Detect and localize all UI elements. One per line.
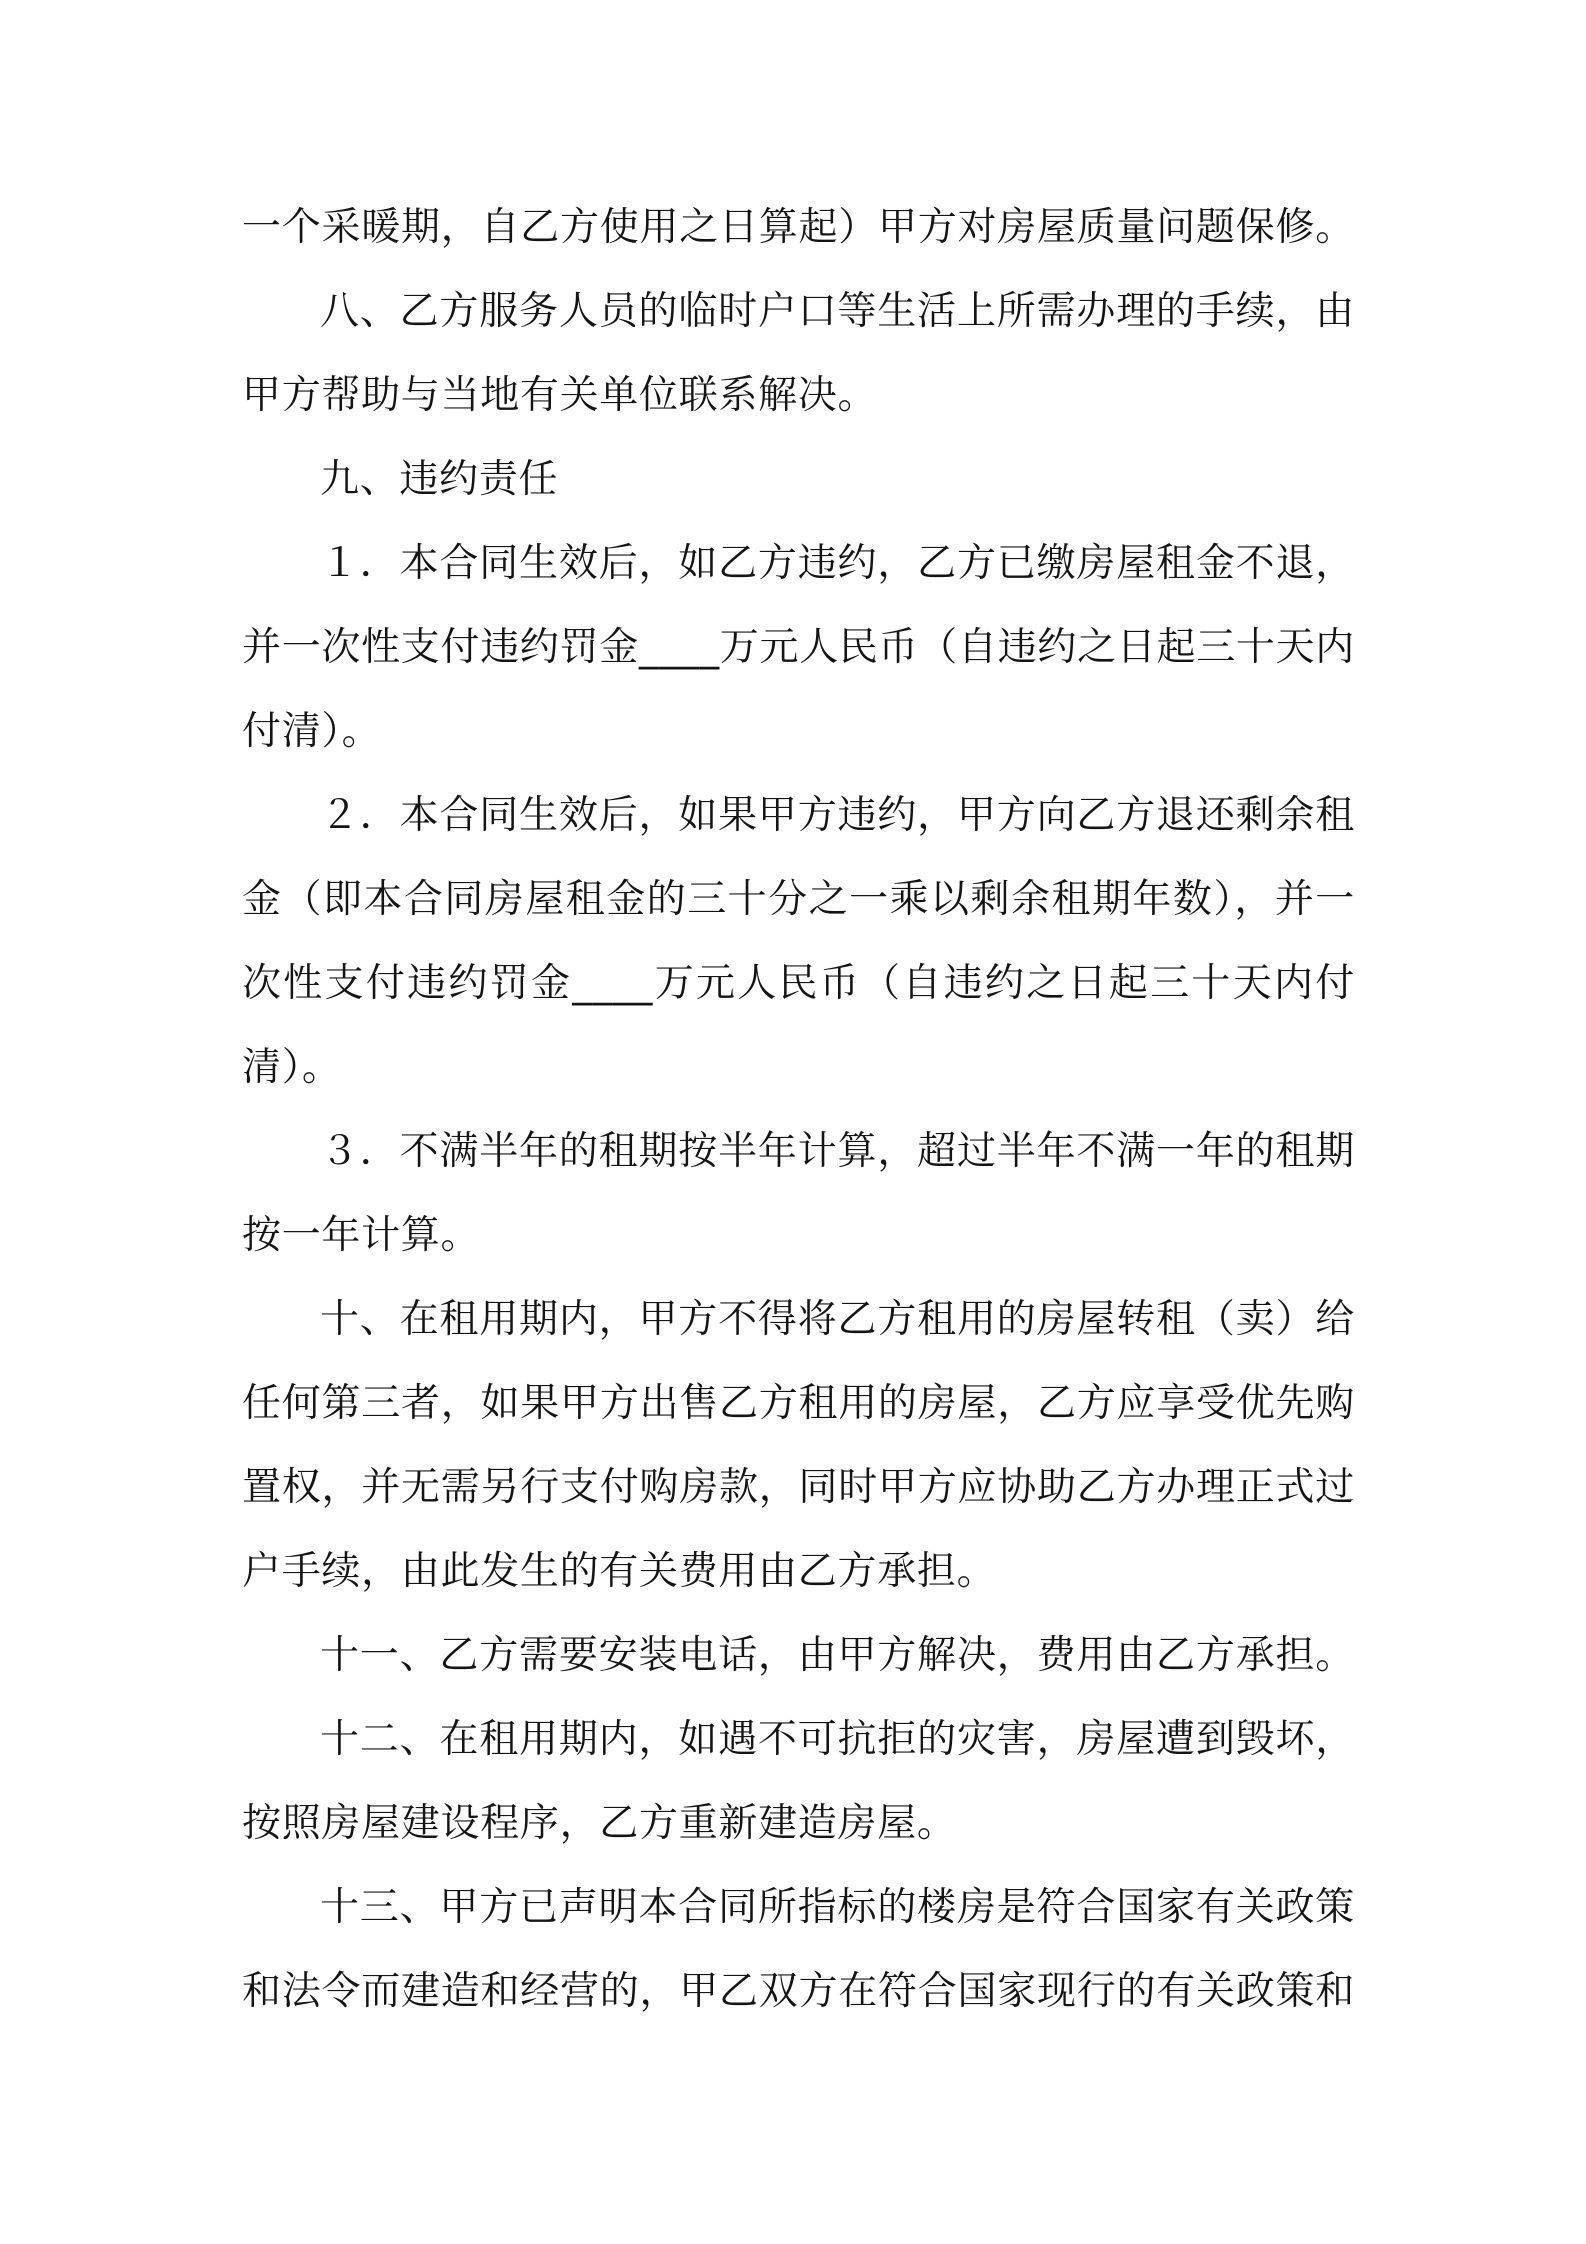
text-line: 十一、乙方需要安装电话，由甲方解决，费用由乙方承担。	[320, 1633, 1355, 1678]
document-body	[242, 186, 1355, 2034]
text-line: 十、在租用期内，甲方不得将乙方租用的房屋转租（卖）给	[320, 1297, 1355, 1342]
text-line: 按一年计算。	[242, 1213, 481, 1258]
text-line: 付清）。	[242, 709, 382, 754]
text-line: 户手续，由此发生的有关费用由乙方承担。	[242, 1549, 997, 1594]
text-line: 按照房屋建设程序，乙方重新建造房屋。	[242, 1801, 957, 1846]
text-line: 甲方帮助与当地有关单位联系解决。	[242, 373, 878, 418]
text-line: ２．本合同生效后，如果甲方违约，甲方向乙方退还剩余租	[320, 793, 1355, 838]
text-line: 次性支付违约罚金____万元人民币（自违约之日起三十天内付	[242, 961, 1355, 1006]
text-line: 置权，并无需另行支付购房款，同时甲方应协助乙方办理正式过	[242, 1465, 1355, 1510]
text-line: 和法令而建造和经营的，甲乙双方在符合国家现行的有关政策和	[242, 1969, 1355, 2014]
text-line: 任何第三者，如果甲方出售乙方租用的房屋，乙方应享受优先购	[242, 1381, 1355, 1426]
text-line: 一个采暖期，自乙方使用之日算起）甲方对房屋质量问题保修。	[242, 205, 1355, 250]
text-line: 并一次性支付违约罚金____万元人民币（自违约之日起三十天内	[242, 625, 1356, 670]
text-line: 十二、在租用期内，如遇不可抗拒的灾害，房屋遭到毁坏，	[320, 1717, 1355, 1762]
text-line: １．本合同生效后，如乙方违约，乙方已缴房屋租金不退，	[320, 541, 1355, 586]
text-line: 十三、甲方已声明本合同所指标的楼房是符合国家有关政策	[320, 1885, 1355, 1930]
text-line: 金（即本合同房屋租金的三十分之一乘以剩余租期年数），并一	[242, 877, 1355, 922]
text-line: 八、乙方服务人员的临时户口等生活上所需办理的手续，由	[320, 289, 1355, 334]
section-heading: 九、违约责任	[320, 457, 559, 502]
text-line: 清）。	[242, 1045, 342, 1090]
text-line: ３．不满半年的租期按半年计算，超过半年不满一年的租期	[320, 1129, 1355, 1174]
